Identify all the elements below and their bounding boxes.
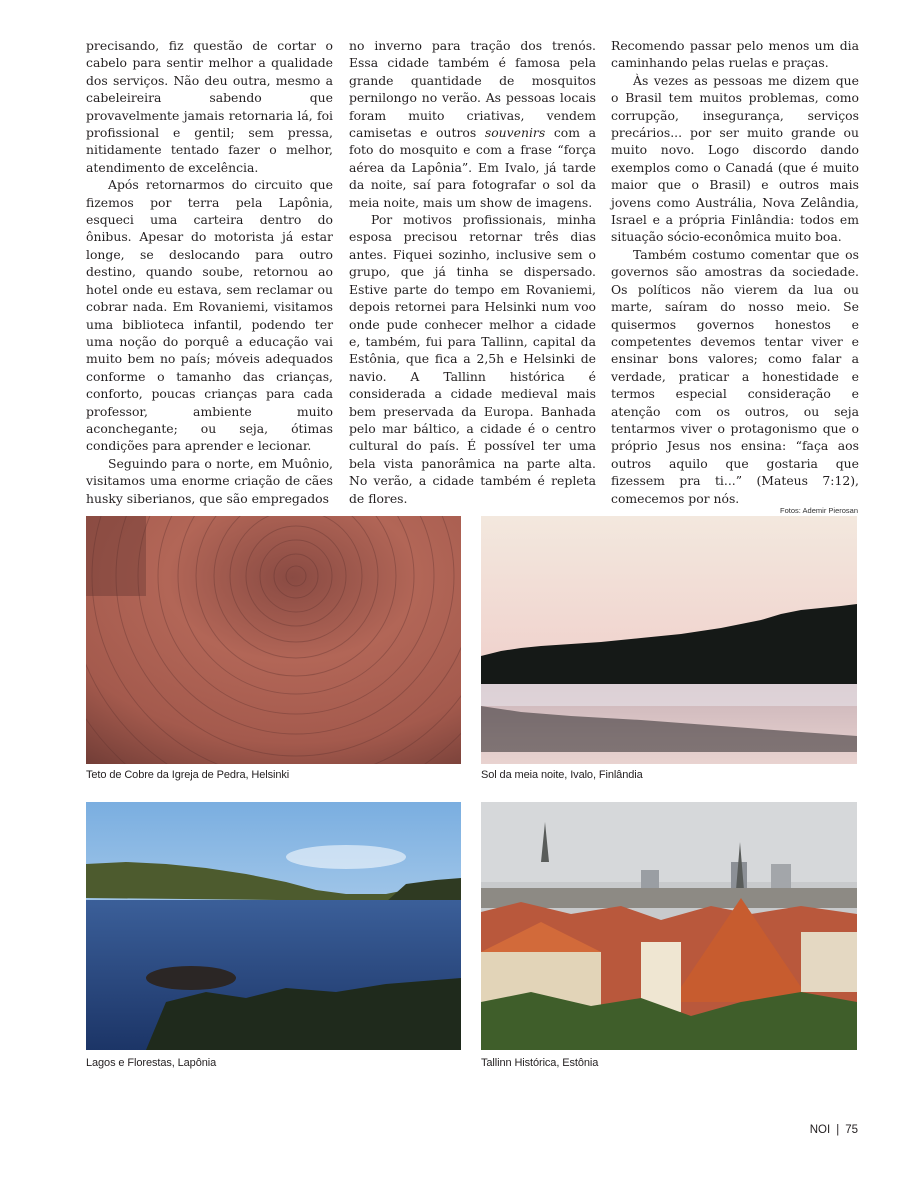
paragraph: Também costumo comentar que os governos são amostras da sociedade. Os políticos não vierem da lua ou marte, saíram do nosso meio. Se quisermos governos honestos e competentes devemos tentar viver e ensinar bons valores; como falar a verdade, praticar a honestidade e termos especial consideração e atenção com os outros, ou seja tentarmos viver o protagonismo que o próprio Jesus nos ensina: “faça aos outros aquilo que gostaria que fizessem pra ti...” (Mateus 7:12), comecemos por nós. bbox=[611, 246, 859, 506]
paragraph: Recomendo passar pelo menos um dia caminhando pelas ruelas e praças. bbox=[611, 38, 859, 71]
photo-lakes-forests bbox=[86, 802, 461, 1050]
paragraph: precisando, fiz questão de cortar o cabelo para sentir melhor a qualidade dos serviços. Não deu outra, mesmo a cabeleireira sabendo que provavelmente jamais retornaria lá, foi profissional e gentil; sem pressa, nitidamente tentado fazer o melhor, atendimento de excelência. bbox=[86, 38, 333, 175]
photo-caption: Sol da meia noite, Ivalo, Finlândia bbox=[481, 769, 643, 781]
page-footer bbox=[810, 1124, 858, 1136]
text-run: no inverno para tração dos trenós. Essa cidade também é famosa pela grande quantidade de mosquitos pernilongo no verão. As pessoas locais foram muito criativas, vendem camisetas e outros bbox=[349, 38, 596, 141]
photo-credit: Fotos: Ademir Pierosan bbox=[780, 506, 858, 515]
photo-caption: Teto de Cobre da Igreja de Pedra, Helsinki bbox=[86, 769, 290, 781]
photo-copper-ceiling bbox=[86, 516, 461, 764]
photo-caption: Lagos e Florestas, Lapônia bbox=[86, 1057, 217, 1069]
paragraph bbox=[349, 37, 596, 211]
photo-midnight-sun bbox=[481, 516, 857, 764]
paragraph: Às vezes as pessoas me dizem que o Brasil tem muitos problemas, como corrupção, insegurança, serviços precários... por ser muito grande ou muito novo. Logo discordo dando exemplos como o Canadá (que é muito maior que o Brasil) e outros mais jovens como Austrália, Nova Zelândia, Israel e a própria Finlândia: todos em situação sócio-econômica muito boa. bbox=[611, 72, 859, 245]
paragraph: Seguindo para o norte, em Muônio, visitamos uma enorme criação de cães husky siberianos, que são empregados bbox=[86, 455, 333, 506]
magazine-name: NOI bbox=[809, 1124, 831, 1136]
text-column-3 bbox=[611, 37, 859, 507]
page-number: 75 bbox=[845, 1124, 858, 1136]
italic-word: souvenirs bbox=[484, 125, 546, 141]
paragraph: Por motivos profissionais, minha esposa precisou retornar três dias antes. Fiquei sozinho, inclusive sem o grupo, que já tinha se dispersado. Estive parte do tempo em Rovaniemi, depois retornei para Helsinki num voo onde pude conhecer melhor a cidade e, também, fui para Tallinn, capital da Estônia, que fica a 2,5h e Helsinki de navio. A Tallinn histórica é considerada a cidade medieval mais bem preservada da Europa. Banhada pelo mar báltico, a cidade é o centro cultural do país. É possível ter uma bela vista panorâmica na parte alta. No verão, a cidade também é repleta de flores. bbox=[349, 212, 596, 506]
text-column-2 bbox=[349, 37, 596, 507]
text-column-1 bbox=[86, 37, 333, 507]
paragraph: Após retornarmos do circuito que fizemos por terra pela Lapônia, esqueci uma carteira dentro do ônibus. Apesar do motorista já estar longe, se deslocando para outro destino, quando soube, retornou ao hotel onde eu estava, sem reclamar ou cobrar nada. Em Rovaniemi, visitamos uma biblioteca infantil, podendo ter uma noção do porquê a educação vai muito bem no país; móveis adequados conforme o tamanho das crianças, conforto, poucas crianças para cada professor, ambiente muito aconchegante; ou seja, ótimas condições para aprender e lecionar. bbox=[86, 177, 333, 454]
photo-tallinn bbox=[481, 802, 857, 1050]
footer-separator: | bbox=[836, 1124, 840, 1136]
photo-caption: Tallinn Histórica, Estônia bbox=[481, 1057, 599, 1069]
text-run: com a foto do mosquito e com a frase “força aérea da Lapônia”. Em Ivalo, já tarde da noite, saí para fotografar o sol da meia noite, mais um show de imagens. bbox=[349, 125, 596, 210]
